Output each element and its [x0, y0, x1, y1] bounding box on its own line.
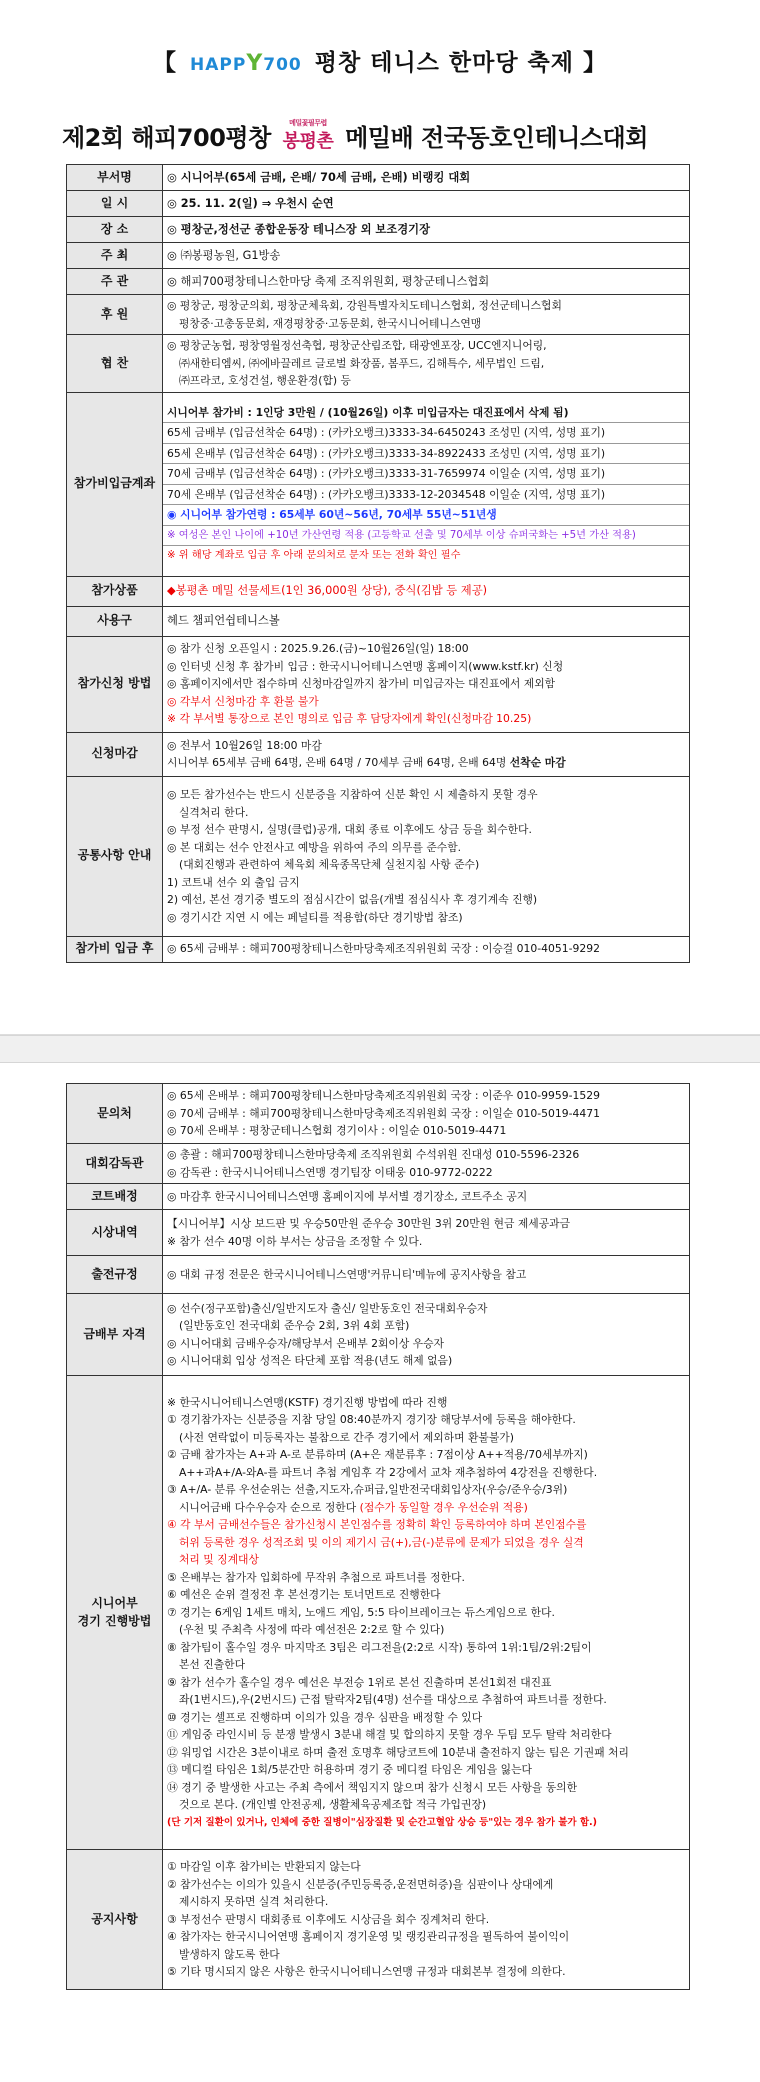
- happy700-logo: HAPPY700: [190, 51, 302, 76]
- method-line: 처리 및 징계대상: [179, 1553, 259, 1567]
- cosponsor-value: ◎ 평창군농협, 평창영월정선축협, 평창군산림조합, 태광엔포장, UCC엔지니어링, ㈜새한티엠씨, ㈜에바끌레르 글로벌 화장품, 봄푸드, 김해특수, 세무법인 드림, ㈜프라코, 호성건설, 행운환경(합) 등: [163, 335, 690, 393]
- notes-value: [163, 1850, 690, 1990]
- row-label: 주 최: [67, 243, 163, 269]
- banner-text: 평창 테니스 한마당 축제: [314, 50, 574, 76]
- title-suffix: 메밀배 전국동호인테니스대회: [345, 124, 648, 152]
- row-label: 일 시: [67, 191, 163, 217]
- table-row: [67, 776, 690, 936]
- method-line: ⑬ 메디컬 타임은 1회/5분간만 허용하며 경기 중 메디컬 타임은 게임을 잃는다: [167, 1763, 532, 1777]
- method-line: (우천 및 주최측 사정에 따라 예선전은 2:2로 할 수 있다): [179, 1623, 445, 1637]
- method-line: ② 금배 참가자는 A+과 A-로 분류하며 (A+은 재분류후 : 7점이상 A++적용/70세부까지): [167, 1448, 588, 1462]
- table-row: [67, 335, 690, 393]
- method-line: 것으로 본다. (개인별 안전공제, 생활체육공제조합 적극 가입권장): [179, 1798, 487, 1812]
- date-value: ◎ 25. 11. 2(일) ⇒ 우천시 순연: [163, 191, 690, 217]
- notes-lines: [167, 1858, 685, 1981]
- table-row: [67, 191, 690, 217]
- court-value: ◎ 마감후 한국시니어테니스연맹 홈페이지에 부서별 경기장소, 코트주소 공지: [163, 1184, 690, 1210]
- row-label: 신청마감: [67, 732, 163, 776]
- row-label: 공지사항: [67, 1850, 163, 1990]
- title-prefix: 제2회 해피700평창: [62, 124, 271, 152]
- table-row: [67, 936, 690, 962]
- method-line: 좌(1번시드),우(2번시드) 근접 탈락자2팀(4명) 선수를 대상으로 추첨하여 파트너를 정한다.: [179, 1693, 607, 1707]
- notice-line: ③ 부정선수 판명시 대회종료 이후에도 시상금을 회수 징계처리 한다.: [167, 1912, 490, 1926]
- page-divider: [0, 1035, 760, 1063]
- supervisor-value: ◎ 총괄 : 해피700평창테니스한마당축제 조직위원회 수석위원 진대성 010-5596-2326 ◎ 감독관 : 한국시니어테니스연맹 경기팀장 이태웅 010-9772-0222: [163, 1144, 690, 1184]
- method-line: ※ 한국시니어테니스연맹(KSTF) 경기진행 방법에 따라 진행: [167, 1395, 448, 1409]
- table-row: [67, 606, 690, 636]
- rules-value: ◎ 대회 규정 전문은 한국시니어테니스연맹'커뮤니티'메뉴에 공지사항을 참고: [163, 1256, 690, 1294]
- method-line-highlight: (점수가 동일할 경우 우선순위 적용): [359, 1500, 528, 1514]
- table-row: [67, 1256, 690, 1294]
- table-row: [67, 392, 690, 576]
- method-line: ③ A+/A- 분류 우선순위는 선출,지도자,슈퍼급,일반전국대회입상자(우승/준우승/3위): [167, 1483, 568, 1497]
- table-row: [67, 295, 690, 335]
- sponsor-value: ◎ 평창군, 평창군의회, 평창군체육회, 강원특별자치도테니스협회, 정선군테니스협회 평창중·고총동문회, 재경평창중·고동문회, 한국시니어테니스연맹: [163, 295, 690, 335]
- table-row: [67, 165, 690, 191]
- row-label: 공통사항 안내: [67, 776, 163, 936]
- method-line: 시니어금배 다수우승자 순으로 정한다 (점수가 동일할 경우 우선순위 적용): [179, 1500, 528, 1514]
- notice-line: ⑤ 기타 명시되지 않은 사항은 한국시니어테니스연맹 규정과 대회본부 결정에 의한다.: [167, 1965, 566, 1979]
- notice-line: 제시하지 못하면 실격 처리한다.: [179, 1895, 329, 1909]
- table-row: [67, 1294, 690, 1376]
- info-table-2: [66, 1083, 690, 1990]
- info-table-1: [66, 164, 690, 963]
- notice-line: ④ 참가자는 한국시니어연맹 홈페이지 경기운영 및 랭킹관리규정을 필독하여 불이익이: [167, 1930, 570, 1944]
- contact-value: ◎ 65세 은배부 : 해피700평창테니스한마당축제조직위원회 국장 : 이준우 010-9959-1529 ◎ 70세 금배부 : 해피700평창테니스한마당축제조직위원회 국장 : 이일순 010-5019-4471 ◎ 70세 은배부 : 평창군테니스협회 경기이사 : 이일순 010-5019-4471: [163, 1084, 690, 1144]
- row-label: 문의처: [67, 1084, 163, 1144]
- method-line: 허위 등록한 경우 성적조회 및 이의 제기시 금(+),금(-)분류에 문제가 되었을 경우 실격: [179, 1535, 584, 1549]
- table-row: [67, 1850, 690, 1990]
- bracket-left: 【: [153, 50, 177, 76]
- poster-page-1: [0, 0, 760, 1035]
- row-label: 참가상품: [67, 576, 163, 606]
- method-line: ⑦ 경기는 6게임 1세트 매치, 노애드 게임, 5:5 타이브레이크는 듀스게임으로 한다.: [167, 1605, 555, 1619]
- table-row: [67, 1184, 690, 1210]
- row-label: 협 찬: [67, 335, 163, 393]
- ball-value: 헤드 챔피언쉽테니스볼: [163, 606, 690, 636]
- row-label: 장 소: [67, 217, 163, 243]
- notice-line: ② 참가선수는 이의가 있을시 신분증(주민등록증,운전면허증)을 심판이나 상대에게: [167, 1877, 554, 1891]
- method-line: ① 경기참가자는 신분증을 지참 당일 08:40분까지 경기장 해당부서에 등록을 해야한다.: [167, 1413, 576, 1427]
- apply-value: ◎ 참가 신청 오픈일시 : 2025.9.26.(금)~10월26일(일) 18:00 ◎ 인터넷 신청 후 참가비 입금 : 한국시니어테니스연맹 홈페이지(www.kstf.kr) 신청 ◎ 홈페이지에서만 접수하며 신청마감일까지 참가비 미입금자는 대진표에서 제외함 ◎ 각부서 신청마감 후 환불 불가 ※ 각 부서별 통장으로 본인 명의로 입금 후 담당자에게 확인(신청마감 10.25): [163, 636, 690, 732]
- method-line: ⑩ 경기는 셀프로 진행하며 이의가 있을 경우 심판을 배정할 수 있다: [167, 1710, 483, 1724]
- row-label: 사용구: [67, 606, 163, 636]
- festival-banner: [140, 44, 620, 74]
- row-label: 주 관: [67, 269, 163, 295]
- method-line: ⑭ 경기 중 발생한 사고는 주최 측에서 책임지지 않으며 참가 신청시 모든 사항을 동의한: [167, 1780, 578, 1794]
- row-label: 참가비입금계좌: [67, 392, 163, 576]
- row-label: 참가비 입금 후: [67, 936, 163, 962]
- row-label: 참가신청 방법: [67, 636, 163, 732]
- method-line: ⑥ 예선은 순위 결정전 후 본선경기는 토너먼트로 진행한다: [167, 1588, 441, 1602]
- bracket-right: 】: [583, 50, 607, 76]
- method-line: ⑧ 참가팀이 홀수일 경우 마지막조 3팀은 리그전을(2:2로 시작) 통하여 1위:1팀/2위:2팀이: [167, 1640, 592, 1654]
- notice-line: ① 마감일 이후 참가비는 반환되지 않는다: [167, 1860, 361, 1874]
- table-row: [67, 217, 690, 243]
- method-line: ⑪ 게임중 라인시비 등 분쟁 발생시 3분내 해결 및 합의하지 못할 경우 두팀 모두 탈락 처리한다: [167, 1728, 612, 1742]
- row-label: 출전규정: [67, 1256, 163, 1294]
- table-row: [67, 269, 690, 295]
- venue-value: ◎ 평창군,정선군 종합운동장 테니스장 외 보조경기장: [163, 217, 690, 243]
- gold-qualification-value: ◎ 선수(정구포함)출신/일반지도자 출신/ 일반동호인 전국대회우승자 (일반동호인 전국대회 준우승 2회, 3위 4회 포함) ◎ 시니어대회 금배우승자/해당부서 은배부 2회이상 우승자 ◎ 시니어대회 입상 성적은 타단체 포함 적용(년도 해제 없음): [163, 1294, 690, 1376]
- deadline-value: ◎ 전부서 10월26일 18:00 마감 시니어부 65세부 금배 64명, 은배 64명 / 70세부 금배 64명, 은배 64명 선착순 마감: [163, 732, 690, 776]
- award-value: 【시니어부】시상 보드판 및 우승50만원 준우승 30만원 3위 20만원 현금 제세공과금 ※ 참가 선수 40명 이하 부서는 상금을 조정할 수 있다.: [163, 1210, 690, 1256]
- table-row: [67, 1144, 690, 1184]
- match-method-value: [163, 1376, 690, 1850]
- table-row: [67, 243, 690, 269]
- table-row: [67, 636, 690, 732]
- method-line: (사전 연락없이 미등록자는 불참으로 간주 경기에서 제외하며 환불불가): [179, 1430, 514, 1444]
- notice-line: 발생하지 않도록 한다: [179, 1947, 280, 1961]
- row-label: 부서명: [67, 165, 163, 191]
- health-caution: (단 기저 질환이 있거나, 인체에 중한 질병이"심장질환 및 순간고혈압 상승 등"있는 경우 참가 불가 함.): [167, 1816, 598, 1828]
- table-row: [67, 576, 690, 606]
- method-line: ⑨ 참가 선수가 홀수일 경우 예선은 부전승 1위로 본선 진출하며 본선1회전 대진표: [167, 1675, 552, 1689]
- method-line: ⑤ 은배부는 참가자 입회하에 무작위 추첨으로 파트너를 정한다.: [167, 1570, 465, 1584]
- method-line: 본선 진출한다: [179, 1658, 246, 1672]
- row-label: 대회감독관: [67, 1144, 163, 1184]
- notice-value: ◎ 모든 참가선수는 반드시 신분증을 지참하여 신분 확인 시 제출하지 못할 경우 실격처리 한다. ◎ 부정 선수 판명시, 실명(클럽)공개, 대회 종료 이후에도 상금 등을 회수한다. ◎ 본 대회는 선수 안전사고 예방을 위하여 주의 의무를 준수함. (대회진행과 관련하여 체육회 체육종목단체 실천지침 사항 준수) 1) 코트내 선수 외 출입 금지 2) 예선, 본선 경기중 별도의 점심시간이 없음(개별 점심식사 후 경기계속 진행) ◎ 경기시간 지연 시 에는 페널티를 적용함(하단 경기방법 참조): [163, 776, 690, 936]
- method-lines: [167, 1394, 685, 1814]
- pay-after-value: ◎ 65세 금배부 : 해피700평창테니스한마당축제조직위원회 국장 : 이승걸 010-4051-9292: [163, 936, 690, 962]
- prize-value: ◆봉평촌 메밀 선물세트(1인 36,000원 상당), 중식(김밥 등 제공): [163, 576, 690, 606]
- method-line: ④ 각 부서 금배선수들은 참가신청시 본인점수를 정확히 확인 등록하여야 하며 본인점수를: [167, 1518, 587, 1532]
- organizer-value: ◎ 해피700평창테니스한마당 축제 조직위원회, 평창군테니스협회: [163, 269, 690, 295]
- method-line: ⑫ 워밍업 시간은 3분이내로 하며 출전 호명후 해당코트에 10분내 출전하지 않는 팀은 기권패 처리: [167, 1745, 629, 1759]
- method-line: A++과A+/A-와A-를 파트너 추첨 게임후 각 2강에서 교차 재추첨하여 4강전을 진행한다.: [179, 1465, 598, 1479]
- division-value: ◎ 시니어부(65세 금배, 은배/ 70세 금배, 은배) 비랭킹 대회: [163, 165, 690, 191]
- row-label: 후 원: [67, 295, 163, 335]
- row-label: 코트배정: [67, 1184, 163, 1210]
- bongpyeong-brand-logo: 메밀꽃필무렵 봉평촌: [282, 118, 334, 152]
- table-row: [67, 1210, 690, 1256]
- host-value: ◎ ㈜봉평농원, G1방송: [163, 243, 690, 269]
- table-row: [67, 1084, 690, 1144]
- row-label: 금배부 자격: [67, 1294, 163, 1376]
- row-label: 시상내역: [67, 1210, 163, 1256]
- page-title: [62, 118, 702, 154]
- row-label: 시니어부 경기 진행방법: [67, 1376, 163, 1850]
- entry-fee-value: 시니어부 참가비 : 1인당 3만원 / (10월26일) 이후 미입금자는 대진표에서 삭제 됨) 65세 금배부 (입금선착순 64명) : (카카오뱅크)3333-34-6450243 조성민 (지역, 성명 표기) 65세 은배부 (입금선착순 64명) : (카카오뱅크)3333-34-8922433 조성민 (지역, 성명 표기) 70세 금배부 (입금선착순 64명) : (카카오뱅크)3333-31-7659974 이일순 (지역, 성명 표기) 70세 은배부 (입금선착순 64명) : (카카오뱅크)3333-12-2034548 이일순 (지역, 성명 표기) ◉ 시니어부 참가연령 : 65세부 60년~56년, 70세부 55년~51년생 ※ 여성은 본인 나이에 +10년 가산연령 적용 (고등학교 선출 및 70세부 이상 슈퍼국화는 +5년 가산 적용) ※ 위 해당 계좌로 입금 후 아래 문의처로 문자 또는 전화 확인 필수: [163, 392, 690, 576]
- table-row: [67, 1376, 690, 1850]
- table-row: [67, 732, 690, 776]
